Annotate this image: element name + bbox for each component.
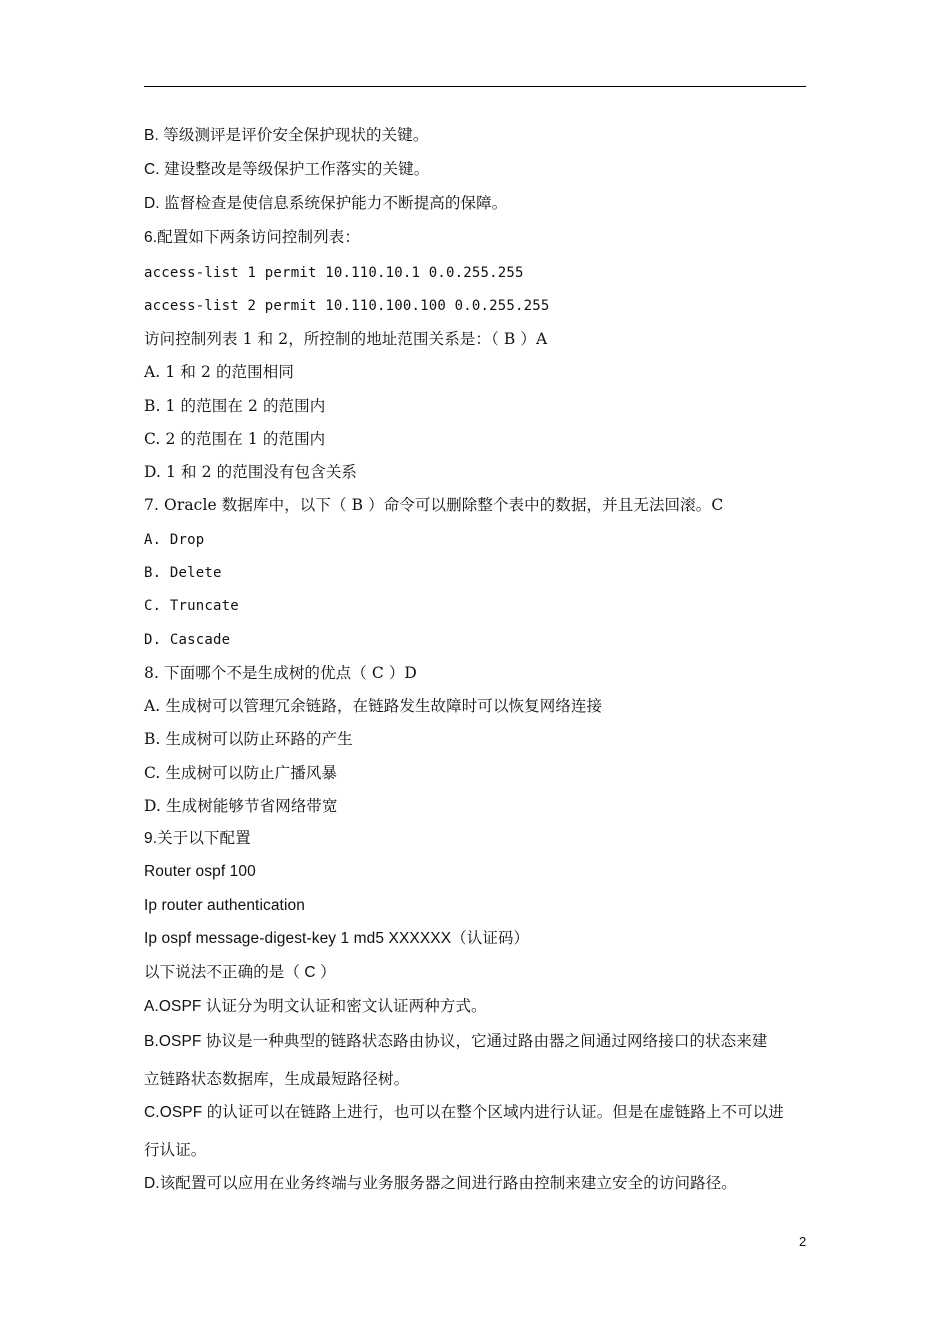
question-9-option-b: B.OSPF 协议是一种典型的链路状态路由协议，它通过路由器之间通过网络接口的状态来建 — [144, 1033, 768, 1050]
question-9-option-b-continuation: 立链路状态数据库，生成最短路径树。 — [144, 1071, 410, 1088]
question-9-title: 9.关于以下配置 — [144, 830, 251, 847]
question-6-option-c: C. 2 的范围在 1 的范围内 — [144, 430, 326, 448]
option-c-line: C. 建设整改是等级保护工作落实的关键。 — [144, 161, 430, 178]
question-9-option-c: C.OSPF 的认证可以在链路上进行，也可以在整个区域内进行认证。但是在虚链路上不可以进 — [144, 1104, 784, 1121]
question-8-option-a: A. 生成树可以管理冗余链路，在链路发生故障时可以恢复网络连接 — [144, 697, 603, 715]
question-9-option-c-continuation: 行认证。 — [144, 1142, 207, 1159]
question-6-option-a: A. 1 和 2 的范围相同 — [144, 363, 294, 381]
question-8-option-b: B. 生成树可以防止环路的产生 — [144, 730, 353, 748]
question-6-prompt: 访问控制列表 1 和 2，所控制的地址范围关系是：（ B ）A — [144, 330, 548, 348]
question-7-option-a: A. Drop — [144, 532, 205, 548]
question-6-title: 6.配置如下两条访问控制列表： — [144, 229, 360, 246]
config-line-1: Router ospf 100 — [144, 863, 256, 880]
header-rule — [144, 86, 806, 87]
question-9-option-d: D.该配置可以应用在业务终端与业务服务器之间进行路由控制来建立安全的访问路径。 — [144, 1175, 737, 1192]
question-7-option-b: B. Delete — [144, 565, 222, 581]
config-line-2: Ip router authentication — [144, 897, 305, 914]
question-6-option-b: B. 1 的范围在 2 的范围内 — [144, 397, 326, 415]
question-7-option-c: C. Truncate — [144, 598, 239, 614]
question-7-option-d: D. Cascade — [144, 632, 231, 648]
acl-line-2: access-list 2 permit 10.110.100.100 0.0.255.255 — [144, 298, 550, 314]
question-8-option-d: D. 生成树能够节省网络带宽 — [144, 797, 338, 815]
page-number: 2 — [799, 1234, 807, 1249]
question-9-option-a: A.OSPF 认证分为明文认证和密文认证两种方式。 — [144, 998, 487, 1015]
option-b-line: B. 等级测评是评价安全保护现状的关键。 — [144, 127, 429, 144]
option-d-line: D. 监督检查是使信息系统保护能力不断提高的保障。 — [144, 195, 508, 212]
question-8-title: 8. 下面哪个不是生成树的优点（ C ）D — [144, 664, 417, 682]
question-6-option-d: D. 1 和 2 的范围没有包含关系 — [144, 463, 358, 481]
question-7-title: 7. Oracle 数据库中，以下（ B ）命令可以删除整个表中的数据，并且无法回滚。C — [144, 496, 724, 514]
config-line-3: Ip ospf message-digest-key 1 md5 XXXXXX（认证码） — [144, 930, 530, 947]
question-9-prompt: 以下说法不正确的是（ C ） — [144, 964, 336, 981]
acl-line-1: access-list 1 permit 10.110.10.1 0.0.255.255 — [144, 265, 524, 281]
question-8-option-c: C. 生成树可以防止广播风暴 — [144, 764, 338, 782]
